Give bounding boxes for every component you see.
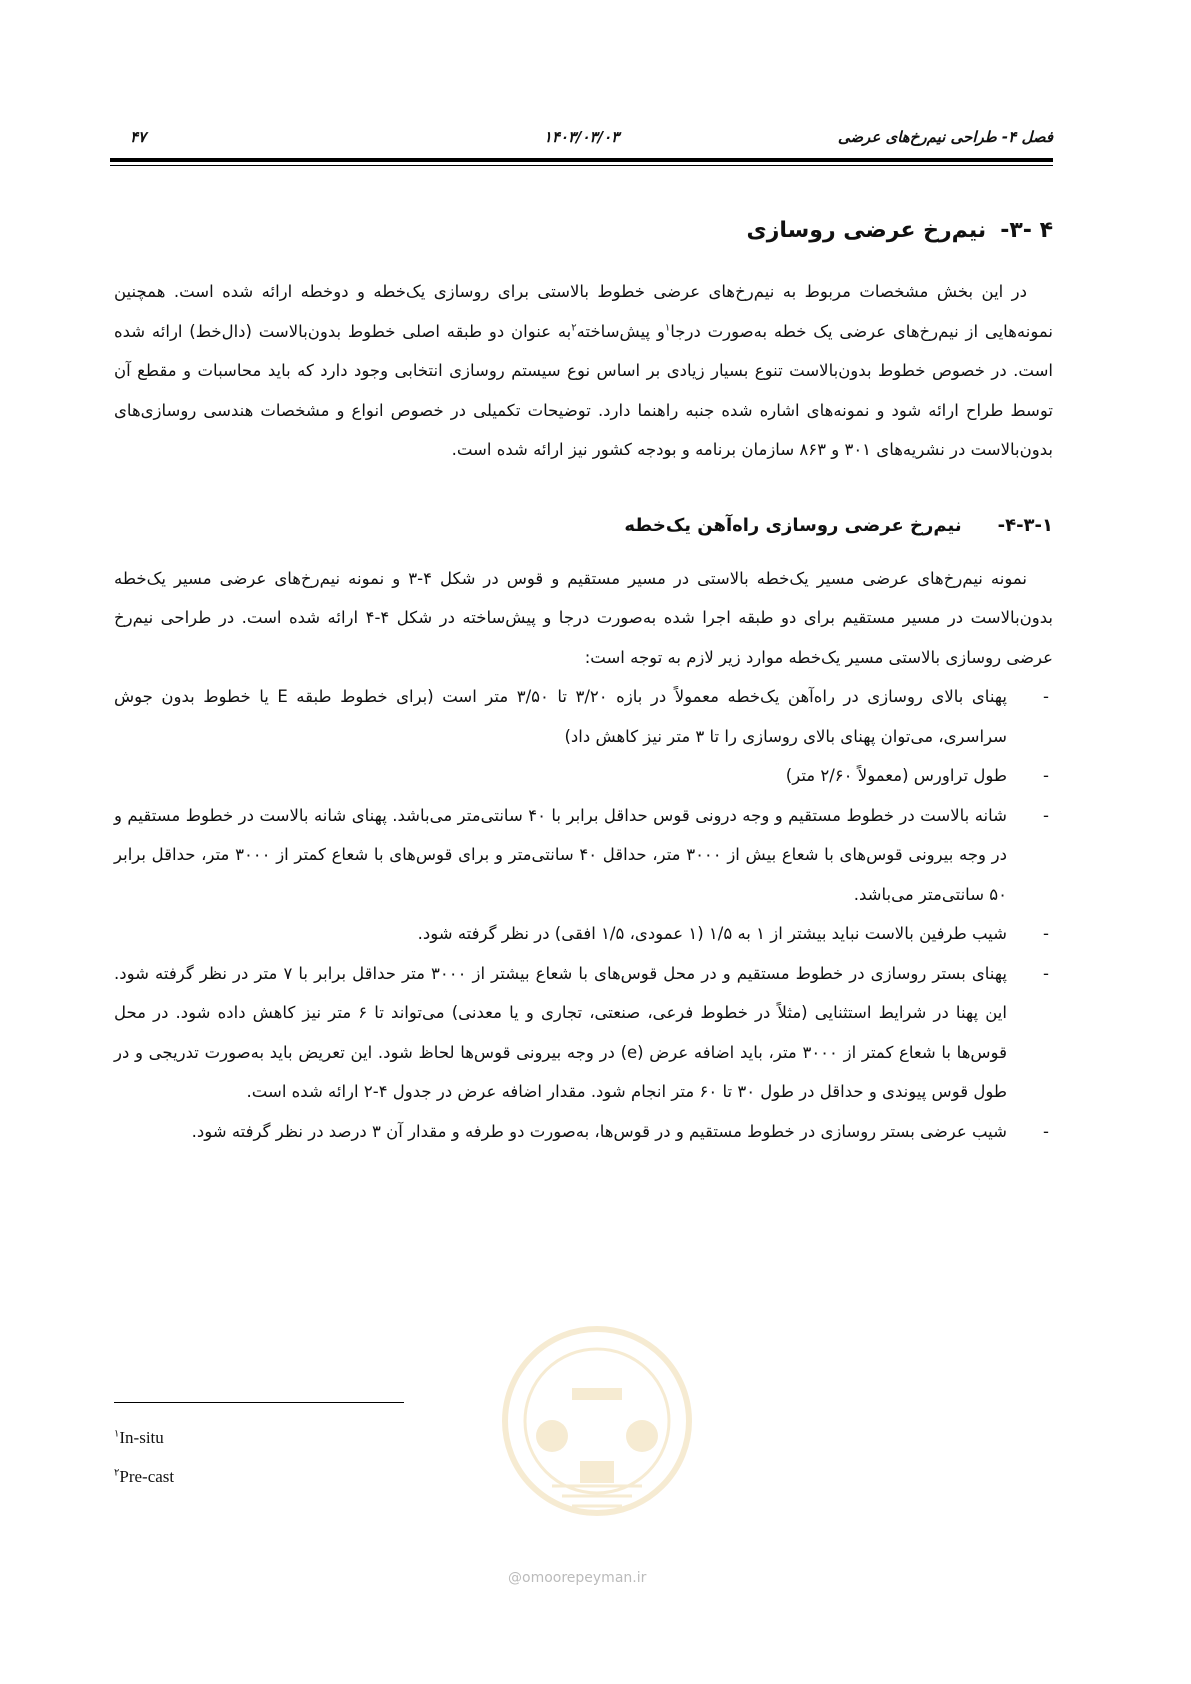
footnote-1 [114,1418,174,1457]
intro-text-2: و پیش‌ساخته [576,321,665,341]
list-item-text: پهنای بالای روسازی در راه‌آهن یک‌خطه معمولاً در بازه ۳/۲۰ تا ۳/۵۰ متر است (برای خطوط طبقه E یا خطوط بدون جوش سراسری، می‌توان پهنای بالای روسازی را تا ۳ متر نیز کاهش داد) [114,687,1007,746]
footnote-ref-1[interactable]: ۱ [664,322,671,333]
list-item-text: طول تراورس (معمولاً ۲/۶۰ متر) [785,766,1007,785]
footnote-ref-2[interactable]: ۲ [571,322,577,333]
footnote-separator [114,1402,404,1403]
logo-emblem-icon [492,1296,702,1546]
page-body [114,214,1053,1151]
watermark-emblem-icon [492,1296,702,1550]
list-item [114,914,1053,954]
subsection-heading [114,509,1053,543]
footnote-2 [114,1457,174,1496]
header-date: ۱۴۰۳/۰۳/۰۳ [543,128,620,146]
bullet-dash: - [1043,687,1049,706]
footnote-mark: ۲ [114,1467,120,1479]
footnotes [114,1418,174,1496]
section-title: نیم‌رخ عرضی روسازی [746,218,987,243]
bullet-dash: - [1043,805,1049,825]
subsection-number: ۴-۳-۱- [997,514,1053,536]
bullet-dash: - [1043,924,1049,943]
header-rule-thin [110,165,1053,166]
subsection-title: نیم‌رخ عرضی روسازی راه‌آهن یک‌خطه [624,514,962,536]
page-header [110,124,1053,154]
intro-text-1: در این بخش مشخصات مربوط به نیم‌رخ‌های عرضی خطوط بالاستی برای روسازی یک‌خطه و دوخطه ارائه شده است. همچنین نمونه‌هایی از نیم‌رخ‌های عرضی یک خطه به‌صورت درجا [114,282,1053,341]
list-item [114,677,1053,756]
list-item-text: شیب طرفین بالاست نباید بیشتر از ۱ به ۱/۵ (۱ عمودی، ۱/۵ افقی) در نظر گرفته شود. [417,924,1007,943]
page-number: ۴۷ [130,128,147,146]
intro-text-3: به عنوان دو طبقه اصلی خطوط بدون‌بالاست (دال‌خط) ارائه شده است. در خصوص خطوط بدون‌بالاست تنوع بسیار زیادی بر اساس نوع سیستم روسازی انتخابی وجود دارد که باید محاسبات و مقطع آن توسط طراح ارائه شود و نمونه‌های اشاره شده جنبه راهنما دارد. توضیحات تکمیلی در خصوص انواع و مشخصات هندسی روسازی‌های بدون‌بالاست در نشریه‌های ۳۰۱ و ۸۶۳ سازمان برنامه و بودجه کشور نیز ارائه شده است. [114,321,1053,459]
list-item [114,796,1053,915]
bullet-dash: - [1043,766,1049,785]
bullet-dash: - [1043,1121,1049,1141]
list-item [114,756,1053,796]
footnote-text: Pre-cast [119,1467,175,1486]
list-item-text: شانه بالاست در خطوط مستقیم و وجه درونی قوس حداقل برابر با ۴۰ سانتی‌متر می‌باشد. پهنای شانه بالاست در خطوط مستقیم و در وجه بیرونی قوس‌های با شعاع بیش از ۳۰۰۰ متر، حداقل ۴۰ سانتی‌متر و برای قوس‌های با شعاع کمتر از ۳۰۰۰ متر، حداقل برابر ۵۰ سانتی‌متر می‌باشد. [114,805,1007,904]
watermark-text: @omoorepeyman.ir [508,1570,647,1586]
list-item [114,954,1053,1112]
section-number: ۴ -۳- [1000,218,1053,243]
list-item-text: پهنای بستر روسازی در خطوط مستقیم و در محل قوس‌های با شعاع بیشتر از ۳۰۰۰ متر حداقل برابر با ۷ متر در نظر گرفته شود. این پهنا در شرایط استثنایی (مثلاً در خطوط فرعی، صنعتی، تجاری و یا معدنی) می‌تواند تا ۶ متر نیز کاهش داده شود. در محل قوس‌ها با شعاع کمتر از ۳۰۰۰ متر، باید اضافه عرض (e) در وجه بیرونی قوس‌ها لحاظ شود. این تعریض باید به‌صورت تدریجی و در طول قوس پیوندی و حداقل در طول ۳۰ تا ۶۰ متر انجام شود. مقدار اضافه عرض در جدول ۴-۲ ارائه شده است. [114,963,1007,1101]
chapter-title: فصل ۴- طراحی نیم‌رخ‌های عرضی [837,128,1053,146]
footnote-mark: ۱ [114,1428,120,1440]
requirements-list [114,677,1053,1151]
header-rule-thick [110,158,1053,162]
footnote-text: In-situ [119,1428,164,1447]
list-item [114,1112,1053,1152]
list-item-text: شیب عرضی بستر روسازی در خطوط مستقیم و در قوس‌ها، به‌صورت دو طرفه و مقدار آن ۳ درصد در نظر گرفته شود. [191,1121,1007,1141]
intro-paragraph [114,272,1053,470]
subsection-intro-paragraph: نمونه نیم‌رخ‌های عرضی مسیر یک‌خطه بالاستی در مسیر مستقیم و قوس در شکل ۴-۳ و نمونه نیم‌رخ‌های عرضی مسیر یک‌خطه بدون‌بالاست در مسیر مستقیم برای دو طبقه اجرا شده به‌صورت درجا و پیش‌ساخته در شکل ۴-۴ ارائه شده است. در طراحی نیم‌رخ عرضی روسازی بالاستی مسیر یک‌خطه موارد زیر لازم به توجه است: [114,568,1053,667]
section-heading [114,214,1053,248]
bullet-dash: - [1043,963,1049,983]
